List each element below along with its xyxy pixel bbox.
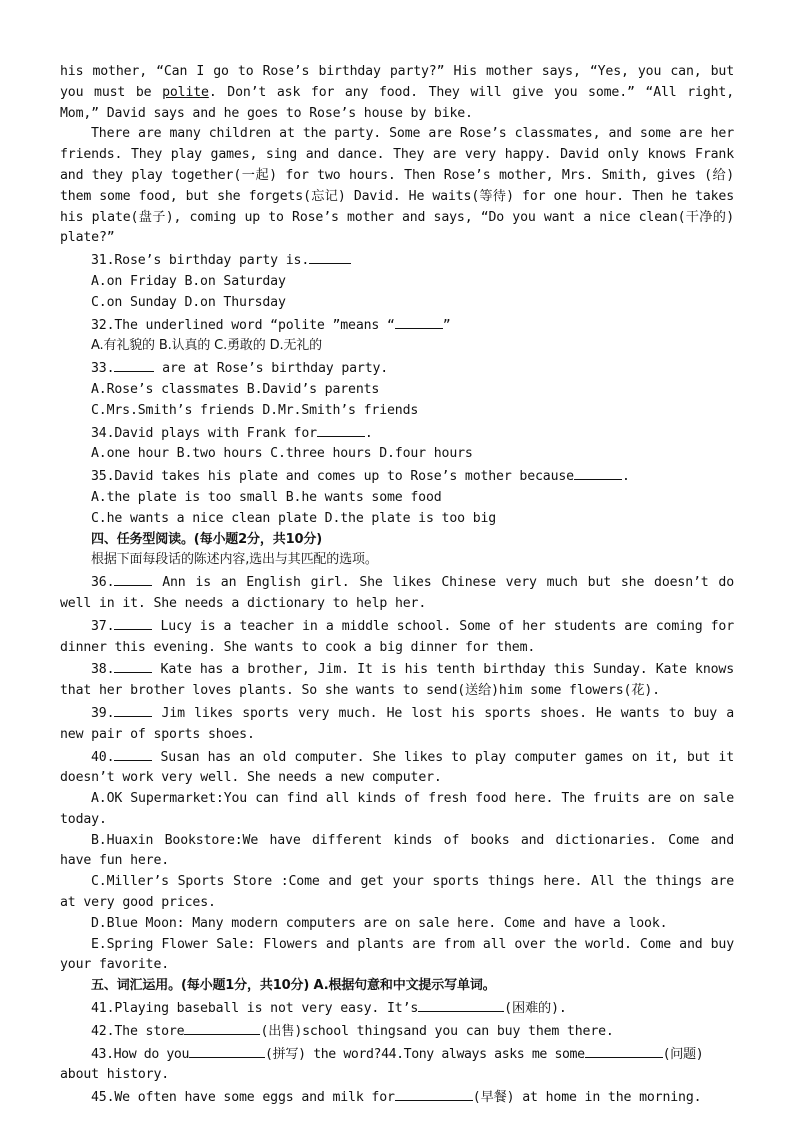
answer-blank[interactable] <box>395 314 443 329</box>
item-number: 40. <box>91 749 115 765</box>
answer-blank[interactable] <box>189 1043 265 1058</box>
question-31 <box>91 249 734 272</box>
question-41 <box>91 997 734 1020</box>
question-33 <box>91 357 734 380</box>
answer-blank[interactable] <box>585 1043 663 1058</box>
options-31-row1: A.on Friday B.on Saturday <box>91 273 286 289</box>
passage-paragraph-2: There are many children at the party. Some are Rose’s classmates, and some are her friends. They play games, sing and dance. They are very happy. David only knows Frank and they play together(一起) for two hours. Then Rose’s mother, Mrs. Smith, gives (给) them some food, but she forgets(忘记) David. He waits(等待) for one hour. Then he takes his plate(盘子), coming up to Rose’s mother and says, “Do you want a nice clean(干净的) plate?” <box>60 126 734 246</box>
choice-b: B.Huaxin Bookstore:We have different kinds of books and dictionaries. Come and have fun here. <box>60 832 734 869</box>
item-text: Kate has a brother, Jim. It is his tenth birthday this Sunday. Kate knows that her brother loves plants. So she wants to send(送给)him some flowers(花). <box>60 662 734 699</box>
question-stem: 31.Rose’s birthday party is. <box>91 253 310 269</box>
question-hint: (早餐) at home in the morning. <box>472 1090 702 1106</box>
question-34: 34.David plays with Frank for . <box>91 422 734 445</box>
choice-c: C.Miller’s Sports Store :Come and get your sports things here. All the things are at very good prices. <box>60 874 734 911</box>
choice-d: D.Blue Moon: Many modern computers are on sale here. Come and have a look. <box>91 915 668 931</box>
question-stem: 45.We often have some eggs and milk for <box>91 1090 395 1106</box>
section-4-title: 四、任务型阅读。(每小题2分，共10分) <box>91 531 323 547</box>
question-stem: 34.David plays with Frank for <box>91 425 317 441</box>
passage-text: . Don’t ask for any food. They will give you some.” “All right, Mom,” David says and he goes to Rose’s house by bike. <box>60 84 734 121</box>
item-38 <box>60 658 734 702</box>
item-number: 36. <box>91 575 115 591</box>
answer-blank[interactable] <box>114 615 152 630</box>
answer-blank[interactable] <box>395 1086 473 1101</box>
question-42 <box>91 1020 734 1043</box>
answer-blank[interactable] <box>114 658 152 673</box>
answer-blank[interactable] <box>114 702 152 717</box>
choice-a: A.OK Supermarket:You can find all kinds of fresh food here. The fruits are on sale today. <box>60 791 734 827</box>
item-text: Ann is an English girl. She likes Chinese very much but she doesn’t do well in it. She needs a dictionary to help her. <box>60 575 734 611</box>
answer-blank[interactable] <box>309 249 351 264</box>
question-stem: 35.David takes his plate and comes up to Rose’s mother because <box>91 469 574 485</box>
item-36 <box>60 571 734 615</box>
item-text: Susan has an old computer. She likes to play computer games on it, but it doesn’t work very well. She needs a new computer. <box>60 749 734 786</box>
choice-e: E.Spring Flower Sale: Flowers and plants are from all over the world. Come and buy your favorite. <box>60 936 734 973</box>
item-number: 39. <box>91 705 115 721</box>
question-43-44 <box>91 1043 734 1066</box>
question-35: 35.David takes his plate and comes up to Rose’s mother because . <box>91 465 734 488</box>
options-32-row1: A.有礼貌的 B.认真的 C.勇敢的 D.无礼的 <box>91 338 322 354</box>
question-32 <box>91 314 734 337</box>
options-33-row2: C.Mrs.Smith’s friends D.Mr.Smith’s friends <box>91 402 419 418</box>
answer-blank[interactable] <box>114 357 154 372</box>
options-35-row2: C.he wants a nice clean plate D.the plate is too big <box>91 510 497 526</box>
answer-blank[interactable] <box>184 1020 260 1035</box>
options-33-row1: A.Rose’s classmates B.David’s parents <box>91 381 380 397</box>
item-text: Jim likes sports very much. He lost his sports shoes. He wants to buy a new pair of sports shoes. <box>60 705 734 742</box>
exam-page <box>60 62 734 1109</box>
answer-blank[interactable] <box>114 571 152 586</box>
answer-blank[interactable] <box>317 422 365 437</box>
question-number: 33. <box>91 361 115 377</box>
options-31-row2: C.on Sunday D.on Thursday <box>91 294 286 310</box>
item-number: 38. <box>91 662 115 678</box>
answer-blank[interactable] <box>574 465 622 480</box>
question-hint: (困难的). <box>504 1001 567 1017</box>
item-number: 37. <box>91 618 115 634</box>
question-stem: 41.Playing baseball is not very easy. It’s <box>91 1001 419 1017</box>
section-4-instruction: 根据下面每段话的陈述内容,选出与其匹配的选项。 <box>91 552 378 568</box>
item-40 <box>60 746 734 790</box>
question-44-continued: about history. <box>60 1067 170 1083</box>
item-37 <box>60 615 734 659</box>
answer-blank[interactable] <box>114 746 152 761</box>
question-stem-end: ” <box>442 317 451 333</box>
options-35-row1: A.the plate is too small B.he wants some food <box>91 489 442 505</box>
question-45 <box>91 1086 734 1109</box>
item-39 <box>60 702 734 746</box>
question-stem: 42.The store <box>91 1023 185 1039</box>
section-5-title: 五、词汇运用。(每小题1分，共10分) A.根据句意和中文提示写单词。 <box>91 978 496 994</box>
question-stem: are at Rose’s birthday party. <box>154 361 389 377</box>
underlined-word: polite <box>162 84 209 100</box>
question-hint: (问题) <box>662 1046 704 1062</box>
options-34-row1: A.one hour B.two hours C.three hours D.four hours <box>91 446 473 462</box>
answer-blank[interactable] <box>418 997 504 1012</box>
item-text: Lucy is a teacher in a middle school. Some of her students are coming for dinner this evening. She wants to cook a big dinner for them. <box>60 618 734 655</box>
question-stem: 32.The underlined word “polite ”means “ <box>91 317 395 333</box>
passage-paragraph-1 <box>60 62 734 124</box>
question-hint: (出售)school thingsand you can buy them there. <box>260 1023 614 1039</box>
question-stem: (拼写) the word?44.Tony always asks me some <box>265 1046 585 1062</box>
passage-text: his mother, “Can I go to Rose’s birthday party?” His mother says, “Yes, you can, but you must be <box>60 64 734 100</box>
question-stem: 43.How do you <box>91 1046 190 1062</box>
